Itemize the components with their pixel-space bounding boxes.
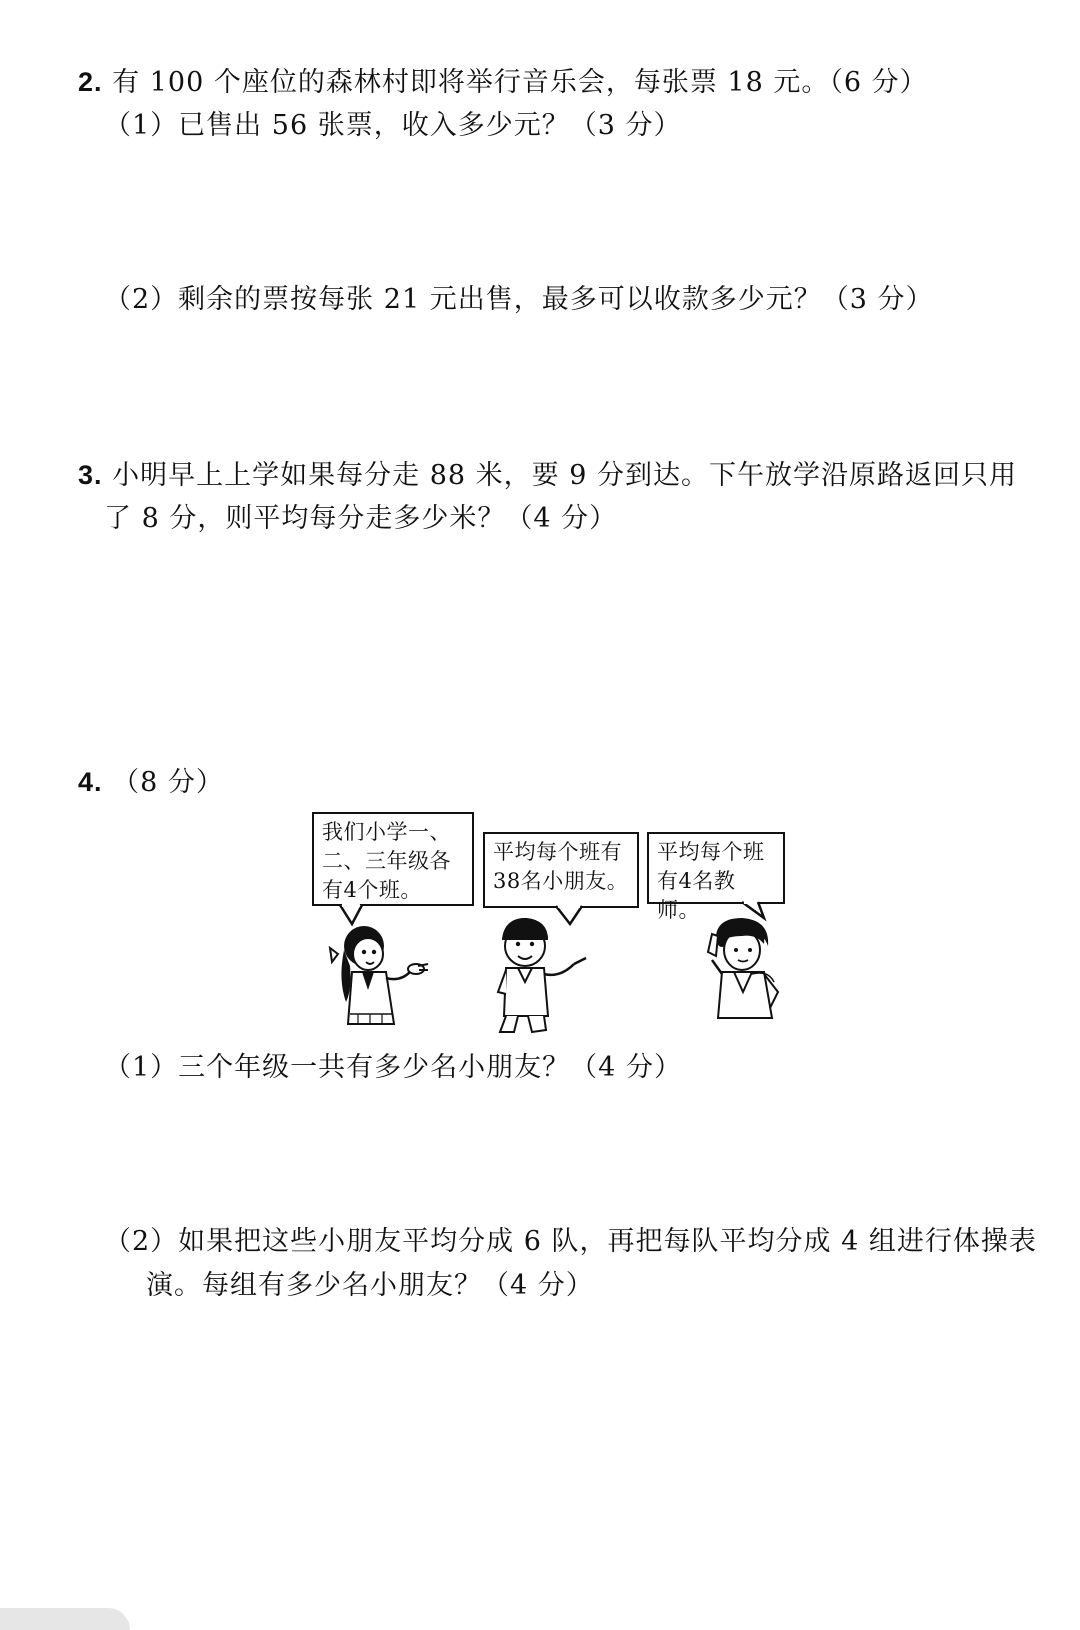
q4-sub1: （1）三个年级一共有多少名小朋友？（4 分） (104, 1052, 682, 1083)
boy-figure (488, 912, 598, 1037)
page-corner-shadow (0, 1608, 130, 1630)
speech-bubble-teacher: 平均每个班 有4名教师。 (647, 832, 785, 904)
q3-text-line1: 小明早上上学如果每分走 88 米，要 9 分到达。下午放学沿原路返回只用 (112, 460, 1017, 491)
q2-number: 2. (78, 67, 103, 97)
girl-figure (328, 920, 448, 1035)
q2-sub2: （2）剩余的票按每张 21 元出售，最多可以收款多少元？（3 分） (104, 284, 934, 315)
q2-text: 有 100 个座位的森林村即将举行音乐会，每张票 18 元。（6 分） (112, 67, 928, 98)
q4-sub2-line2: 演。每组有多少名小朋友？（4 分） (146, 1270, 594, 1301)
teacher-figure (698, 912, 788, 1024)
q2-sub1: （1）已售出 56 张票，收入多少元？（3 分） (104, 110, 682, 141)
q4-text: （8 分） (112, 767, 224, 798)
speech-bubble-girl: 我们小学一、 二、三年级各 有4个班。 (312, 812, 474, 906)
speech-bubble-boy: 平均每个班有 38名小朋友。 (483, 832, 639, 908)
q3-number: 3. (78, 460, 103, 490)
q4-number: 4. (78, 767, 103, 797)
q3-stem-line2: 了 8 分，则平均每分走多少米？（4 分） (104, 503, 618, 534)
q4-sub2-line1: （2）如果把这些小朋友平均分成 6 队，再把每队平均分成 4 组进行体操表 (104, 1226, 1037, 1257)
